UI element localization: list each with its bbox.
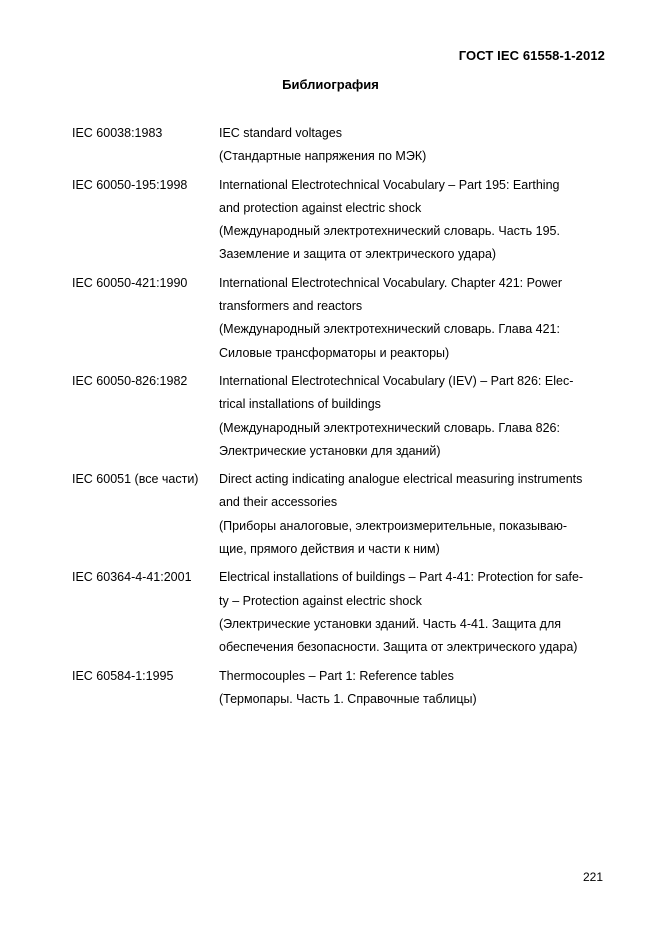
description-line: (Международный электротехнический словарь. Глава 421: bbox=[219, 322, 560, 337]
standard-description bbox=[219, 174, 617, 267]
description-line: International Electrotechnical Vocabulary. Chapter 421: Power bbox=[219, 275, 563, 290]
bibliography-entry bbox=[72, 122, 617, 169]
bibliography-entry bbox=[72, 370, 617, 463]
description-line: (Стандартные напряжения по МЭК) bbox=[219, 149, 427, 164]
description-line: IEC standard voltages bbox=[219, 126, 342, 140]
bibliography-entry bbox=[72, 665, 617, 712]
description-line: and protection against electric shock bbox=[219, 200, 422, 215]
description-line: (Электрические установки зданий. Часть 4-41. Защита для bbox=[219, 616, 562, 631]
bibliography-entry bbox=[72, 272, 617, 365]
bibliography-entry bbox=[72, 566, 617, 659]
description-line: Заземление и защита от электрического удара) bbox=[219, 247, 497, 262]
description-line: (Приборы аналоговые, электроизмерительные, показываю- bbox=[219, 518, 568, 533]
bibliography-entry bbox=[72, 174, 617, 267]
standard-description bbox=[219, 468, 617, 561]
page-number: 221 bbox=[582, 870, 603, 884]
standard-description bbox=[219, 272, 617, 365]
description-line: щие, прямого действия и части к ним) bbox=[219, 542, 440, 557]
page-title: Библиография bbox=[282, 77, 379, 92]
standard-description bbox=[219, 566, 617, 659]
standard-description bbox=[219, 665, 617, 712]
description-line: (Термопары. Часть 1. Справочные таблицы) bbox=[219, 691, 477, 706]
standard-code: IEC 60038:1983 bbox=[72, 126, 163, 140]
standard-code: IEC 60051 (все части) bbox=[72, 472, 199, 487]
description-line: International Electrotechnical Vocabulary – Part 195: Earthing bbox=[219, 177, 560, 192]
description-line: ty – Protection against electric shock bbox=[219, 593, 422, 608]
description-line: trical installations of buildings bbox=[219, 397, 381, 412]
standard-code: IEC 60050-195:1998 bbox=[72, 177, 188, 192]
document-code: ГОСТ IEC 61558-1-2012 bbox=[458, 48, 605, 63]
standard-code: IEC 60364-4-41:2001 bbox=[72, 570, 192, 585]
bibliography-entry bbox=[72, 468, 617, 561]
description-line: Electrical installations of buildings – Part 4-41: Protection for safe- bbox=[219, 570, 584, 585]
standard-code: IEC 60050-421:1990 bbox=[72, 275, 188, 290]
standard-code: IEC 60584-1:1995 bbox=[72, 668, 174, 683]
description-line: and their accessories bbox=[219, 495, 338, 510]
description-line: transformers and reactors bbox=[219, 299, 363, 314]
description-line: обеспечения безопасности. Защита от электрического удара) bbox=[219, 640, 578, 655]
description-line: Direct acting indicating analogue electrical measuring instruments bbox=[219, 472, 583, 487]
description-line: Thermocouples – Part 1: Reference tables bbox=[219, 668, 454, 683]
standard-description bbox=[219, 370, 617, 463]
standard-code: IEC 60050-826:1982 bbox=[72, 373, 188, 388]
standard-description bbox=[219, 122, 617, 169]
description-line: International Electrotechnical Vocabulary (IEV) – Part 826: Elec- bbox=[219, 373, 574, 388]
bibliography-list bbox=[72, 122, 617, 716]
description-line: Силовые трансформаторы и реакторы) bbox=[219, 345, 450, 360]
description-line: Электрические установки для зданий) bbox=[219, 443, 441, 458]
description-line: (Международный электротехнический словарь. Глава 826: bbox=[219, 420, 560, 435]
description-line: (Международный электротехнический словарь. Часть 195. bbox=[219, 224, 560, 239]
